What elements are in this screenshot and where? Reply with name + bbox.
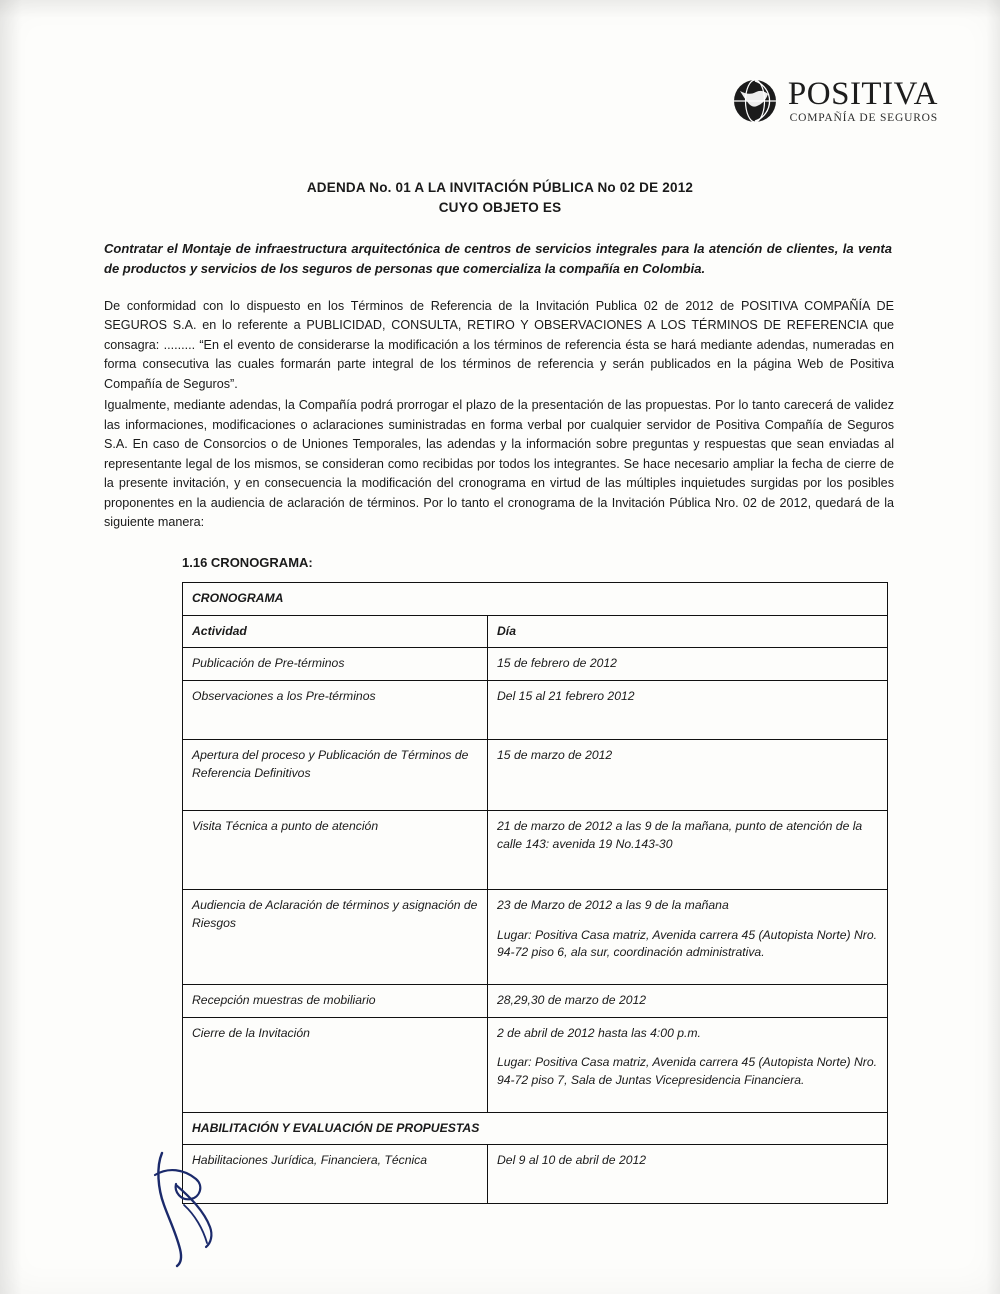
table-row — [183, 1017, 888, 1112]
table-row — [183, 890, 888, 985]
document-title-line-1: ADENDA No. 01 A LA INVITACIÓN PÚBLICA No 02 DE 2012 — [306, 180, 694, 195]
table-cell-activity: Apertura del proceso y Publicación de Términos de Referencia Definitivos — [183, 740, 488, 811]
document-title-line-2: CUYO OBJETO ES — [438, 200, 562, 216]
table-cell-activity: Observaciones a los Pre-términos — [183, 681, 488, 740]
table-header-activity: Actividad — [183, 615, 488, 648]
paragraph-igualmente: Igualmente, mediante adendas, la Compañía podrá prorrogar el plazo de la presentación de las propuestas. Por lo tanto carecerá de validez las informaciones, modificaciones o aclaraciones suministradas en forma verbal por cualquier servidor de Positiva Compañía de Seguros S.A. En caso de Consorcios o de Uniones Temporales, las adendas y la información sobre preguntas y respuestas que sean enviadas al representante legal de los mismos, se consideran como recibidas por todos los integrantes. Se hace necesario ampliar la fecha de cierre de la presente invitación, y en consecuencia la modificación del cronograma en virtud de las múltiples inquietudes surgidas por los posibles proponentes en la audiencia de aclaración de términos. Por lo tanto el cronograma de la Invitación Pública Nro. 02 de 2012, quedará de la siguiente manera: — [104, 398, 894, 530]
table-row — [183, 1145, 888, 1204]
paragraph-conformidad: De conformidad con lo dispuesto en los Términos de Referencia de la Invitación Publica 02 de 2012 de POSITIVA COMPAÑÍA DE SEGUROS S.A. en lo referente a PUBLICIDAD, CONSULTA, RETIRO Y OBSERVACIONES A LOS TÉRMINOS DE REFERENCIA que consagra: ......... “En el evento de considerarse la modificación a los términos de referencia ésta se hará mediante adendas, numeradas en forma consecutiva las cuales formarán parte integral de los términos de referencia y serán publicados en la página Web de Positiva Compañía de Seguros”. — [104, 298, 894, 391]
table-cell-activity: Cierre de la Invitación — [183, 1017, 488, 1112]
table-cell-activity: Visita Técnica a punto de atención — [183, 811, 488, 890]
logo-tagline: COMPAÑÍA DE SEGUROS — [789, 112, 938, 124]
table-cell-day — [488, 890, 888, 985]
table-row — [183, 811, 888, 890]
objeto-paragraph: Contratar el Montaje de infraestructura arquitectónica de centros de servicios integrales para la atención de clientes, la venta de productos y servicios de los seguros de personas que comercializa la compañía en Colombia. — [104, 240, 892, 276]
table-cell-day: Del 15 al 21 febrero 2012 — [488, 681, 888, 740]
table-cell-day-line-2: Lugar: Positiva Casa matriz, Avenida carrera 45 (Autopista Norte) Nro. 94-72 piso 6, ala sur, coordinación administrativa. — [497, 927, 878, 960]
table-cell-day-line-1: 2 de abril de 2012 hasta las 4:00 p.m. — [497, 1025, 701, 1040]
document-content — [100, 0, 900, 1204]
table-cell-day: Del 9 al 10 de abril de 2012 — [488, 1145, 888, 1204]
table-cell-activity: Habilitaciones Jurídica, Financiera, Técnica — [183, 1145, 488, 1204]
table-cell-day-line-1: 23 de Marzo de 2012 a las 9 de la mañana — [497, 898, 729, 913]
document-title — [100, 178, 900, 219]
table-row-section — [183, 1112, 888, 1145]
table-row — [183, 648, 888, 681]
table-header-day: Día — [488, 615, 888, 648]
logo-company-name: POSITIVA — [787, 76, 938, 112]
table-cell-day: 15 de febrero de 2012 — [488, 648, 888, 681]
table-cell-day — [488, 1017, 888, 1112]
table-row — [183, 740, 888, 811]
cronograma-table — [182, 582, 888, 1204]
scan-edge-right — [986, 0, 1000, 1294]
table-cell-day: 21 de marzo de 2012 a las 9 de la mañana, punto de atención de la calle 143: avenida 19 No.143-30 — [488, 811, 888, 890]
table-row-headers — [183, 615, 888, 648]
table-cell-day: 15 de marzo de 2012 — [488, 740, 888, 811]
scan-edge-left — [0, 0, 22, 1294]
table-section-cell: HABILITACIÓN Y EVALUACIÓN DE PROPUESTAS — [183, 1112, 888, 1145]
table-row-caption — [183, 582, 888, 615]
table-cell-activity: Publicación de Pre-términos — [183, 648, 488, 681]
table-cell-activity: Recepción muestras de mobiliario — [183, 985, 488, 1018]
table-cell-day: 28,29,30 de marzo de 2012 — [488, 985, 888, 1018]
table-caption-cell: CRONOGRAMA — [183, 582, 888, 615]
table-cell-activity: Audiencia de Aclaración de términos y asignación de Riesgos — [183, 890, 488, 985]
table-cell-day-line-2: Lugar: Positiva Casa matriz, Avenida carrera 45 (Autopista Norte) Nro. 94-72 piso 7, Sala de Juntas Vicepresidencia Financiera. — [497, 1055, 878, 1088]
table-row — [183, 681, 888, 740]
section-heading-cronograma: 1.16 CRONOGRAMA: — [182, 554, 313, 570]
table-row — [183, 985, 888, 1018]
